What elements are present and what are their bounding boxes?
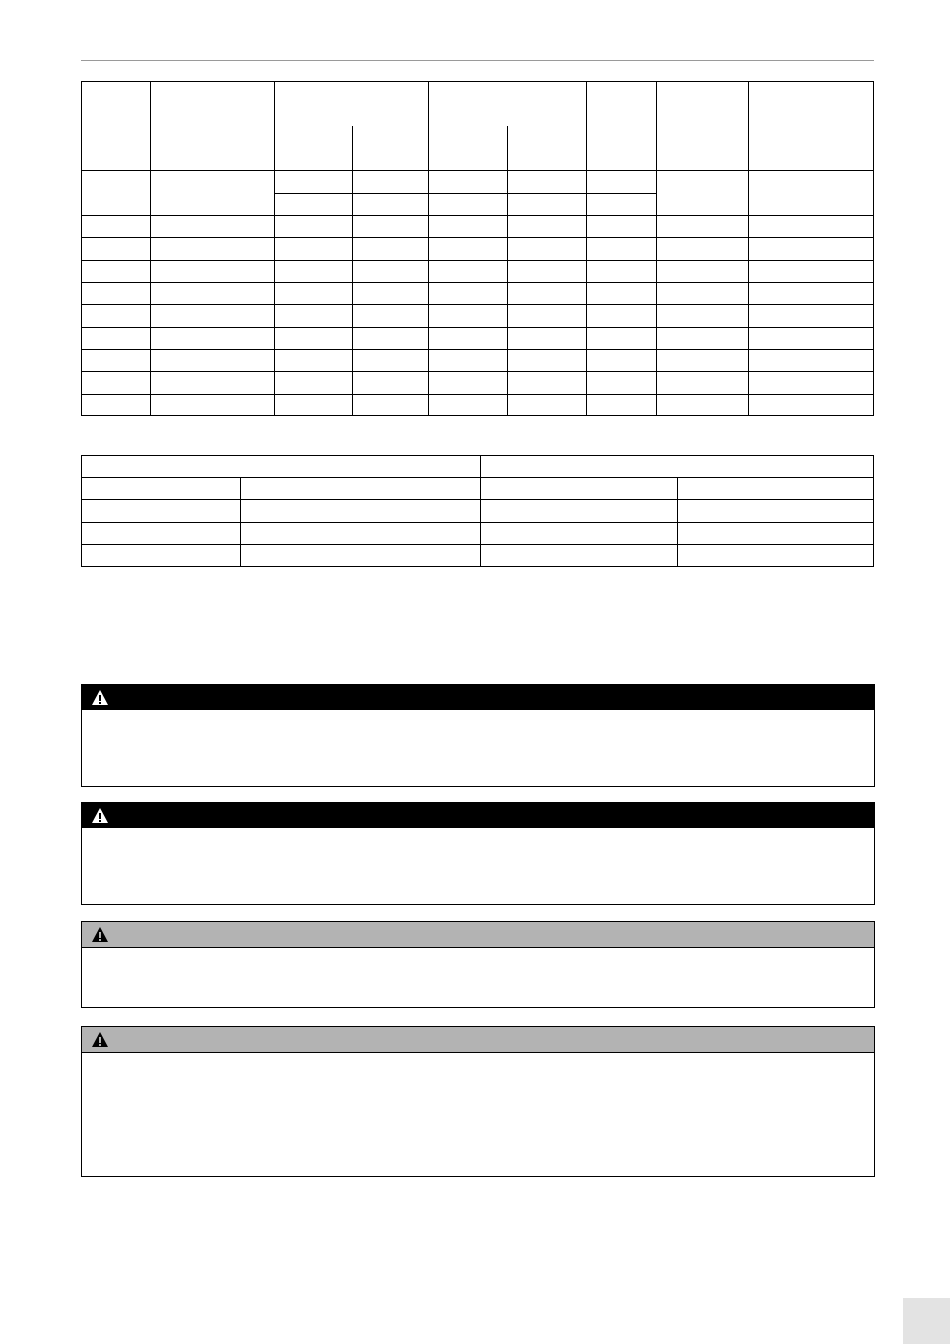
table-row-divider: [82, 282, 873, 283]
table-row-divider: [82, 371, 873, 372]
danger-notice: [81, 802, 875, 905]
table-row-divider: [82, 499, 873, 500]
table-column-divider: [428, 82, 429, 415]
table-column-divider: [748, 82, 749, 415]
warning-triangle-icon: [91, 1031, 109, 1048]
table-row-divider: [82, 544, 873, 545]
caution-notice: [81, 921, 875, 1008]
danger-notice: [81, 684, 875, 787]
table-row-divider: [82, 304, 873, 305]
danger-notice-bar: [82, 685, 874, 710]
table-column-divider: [274, 82, 275, 415]
page-number-tab: [903, 1298, 950, 1344]
table-row-divider: [82, 522, 873, 523]
table-row-divider: [82, 260, 873, 261]
caution-notice-bar: [82, 1027, 874, 1053]
specifications-table: [81, 81, 874, 416]
table-row-divider: [82, 327, 873, 328]
table-row-divider: [82, 394, 873, 395]
table-row-divider: [274, 193, 656, 194]
table-group-divider: [480, 456, 481, 566]
table-header-divider: [82, 170, 873, 171]
table-row-divider: [82, 237, 873, 238]
table-row-divider: [82, 215, 873, 216]
warning-triangle-icon: [91, 689, 109, 706]
table-column-divider: [656, 82, 657, 415]
table-row-divider: [82, 349, 873, 350]
table-header-divider: [82, 477, 873, 478]
table-column-divider: [150, 82, 151, 415]
table-column-divider: [586, 82, 587, 415]
warning-triangle-icon: [91, 807, 109, 824]
secondary-table: [81, 455, 874, 567]
header-rule: [81, 60, 874, 61]
danger-notice-bar: [82, 803, 874, 828]
warning-triangle-icon: [91, 926, 109, 943]
caution-notice-bar: [82, 922, 874, 948]
caution-notice: [81, 1026, 875, 1177]
